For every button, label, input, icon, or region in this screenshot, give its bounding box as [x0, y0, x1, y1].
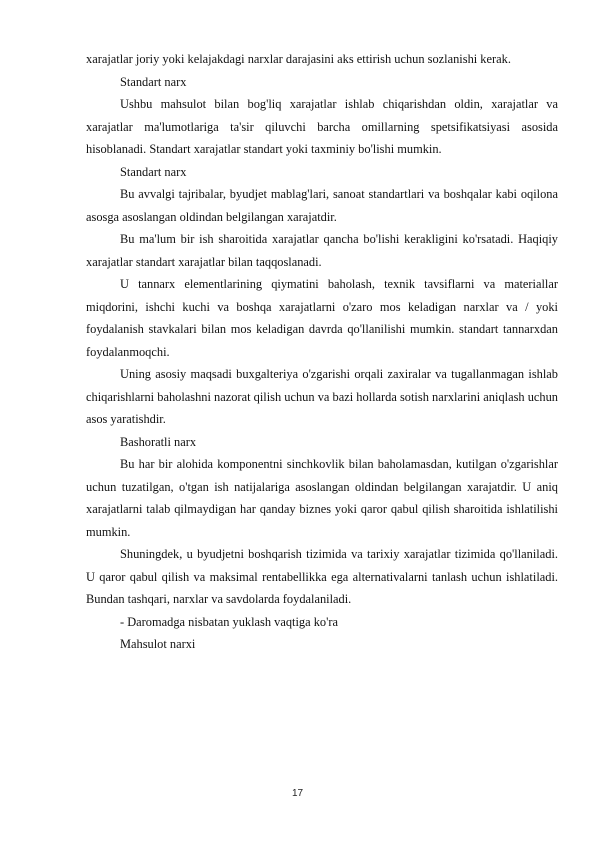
paragraph: Bu avvalgi tajribalar, byudjet mablag'lari, sanoat standartlari va boshqalar kabi oqilona asosga asoslangan oldindan belgilangan xarajatdir.: [86, 187, 558, 224]
paragraph-continuation: xarajatlar joriy yoki kelajakdagi narxlar darajasini aks ettirish uchun sozlanishi kerak.: [86, 52, 511, 66]
paragraph: Bu har bir alohida komponentni sinchkovlik bilan baholamasdan, kutilgan o'zgarishlar uchun tuzatilgan, o'tgan ish natijalariga asoslangan oldindan belgilangan xarajatdir. U aniq xarajatlarni talab qilmaydigan har qanday biznes yoki qaror qabul qilish sharoitida ishlatilishi mumkin.: [86, 457, 558, 539]
heading-standart-narx: Standart narx: [120, 74, 187, 89]
list-item: - Daromadga nisbatan yuklash vaqtiga ko'ra: [120, 614, 338, 629]
paragraph: Shuningdek, u byudjetni boshqarish tizimida va tarixiy xarajatlar tizimida qo'llaniladi. U qaror qabul qilish va maksimal rentabellikka ega alternativalarni tanlash uchun ishlatiladi. Bundan tashqari, narxlar va savdolarda foydalaniladi.: [86, 547, 558, 606]
paragraph: U tannarx elementlarining qiymatini baholash, texnik tavsiflarni va materiallar miqdorini, ishchi kuchi va boshqa xarajatlarni o'zaro mos keladigan narxlar va / yoki foydalanish stavkalari bilan mos keladigan davrda qo'llanilishi mumkin. standart tannarxdan foydalanmoqchi.: [86, 277, 558, 359]
paragraph: Ushbu mahsulot bilan bog'liq xarajatlar ishlab chiqarishdan oldin, xarajatlar va xarajatlar ma'lumotlariga ta'sir qiluvchi barcha omillarning spetsifikatsiyasi asosida hisoblanadi. Standart xarajatlar standart yoki taxminiy bo'lishi mumkin.: [86, 97, 558, 156]
paragraph: Bu ma'lum bir ish sharoitida xarajatlar qancha bo'lishi kerakligini ko'rsatadi. Haqiqiy xarajatlar standart xarajatlar bilan taqqoslanadi.: [86, 232, 558, 269]
heading-standart-narx-2: Standart narx: [120, 164, 187, 179]
heading-bashoratli-narx: Bashoratli narx: [120, 434, 197, 449]
paragraph: Uning asosiy maqsadi buxgalteriya o'zgarishi orqali zaxiralar va tugallanmagan ishlab chiqarishlarni baholashni nazorat qilish uchun va bazi hollarda sotish narxlarini aniqlash uchun asos yaratishdir.: [86, 367, 558, 426]
heading-mahsulot-narxi: Mahsulot narxi: [120, 637, 196, 651]
document-body: [86, 48, 558, 656]
page-number: 17: [291, 788, 304, 799]
